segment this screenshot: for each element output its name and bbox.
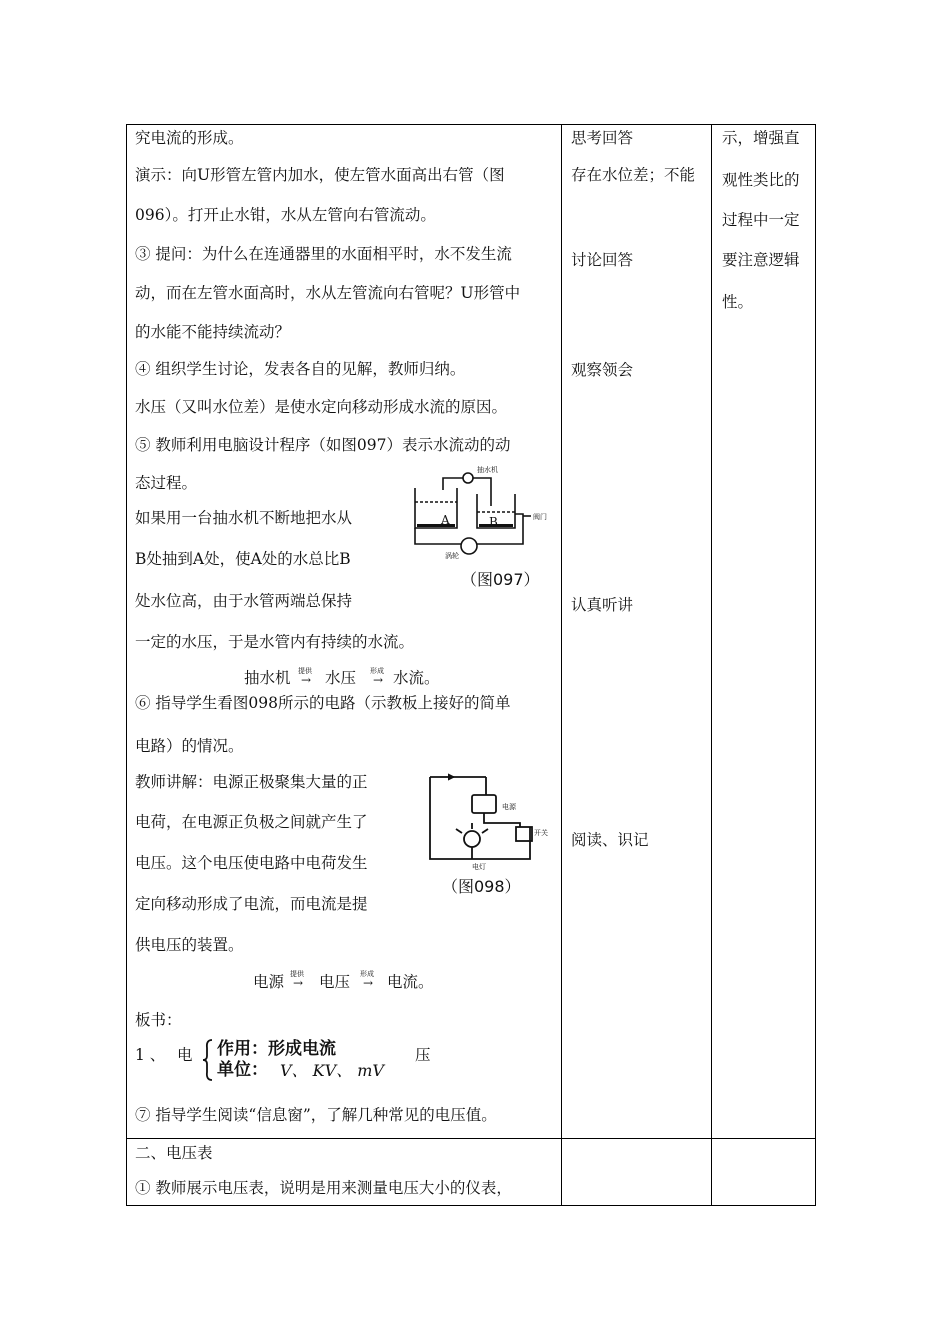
flow2-voltage: 电压 — [319, 973, 351, 991]
left-line-12: B处抽到A处，使A处的水总比B — [135, 550, 351, 568]
left-line-7: ④ 组织学生讨论，发表各自的见解，教师归纳。 — [135, 360, 466, 378]
left-line-3: 096）。打开止水钳，水从左管向右管流动。 — [135, 206, 436, 224]
mid-item-2: 存在水位差；不能 — [571, 166, 696, 184]
mid-item-4: 观察领会 — [571, 361, 634, 379]
flow1-pump: 抽水机 — [244, 669, 291, 687]
left-line-5: 动，而在左管水面高时，水从左管流向右管呢？U形管中 — [135, 284, 521, 302]
left-line-4: ③ 提问：为什么在连通器里的水面相平时，水不发生流 — [135, 245, 512, 263]
flow1-arrow2-label: 形成 — [370, 667, 384, 675]
left-line-1: 究电流的形成。 — [135, 129, 244, 147]
flow1-arrow1: → — [301, 673, 312, 687]
board-brace — [202, 1038, 214, 1082]
left-line-8: 水压（又叫水位差）是使水定向移动形成水流的原因。 — [135, 398, 508, 416]
flow2-arrow2: → — [363, 976, 374, 990]
flow2-arrow1-label: 提供 — [290, 970, 304, 978]
left-line-14: 一定的水压，于是水管内有持续的水流。 — [135, 633, 415, 651]
mid-item-5: 认真听讲 — [571, 596, 634, 614]
flow1-flow: 水流。 — [393, 669, 440, 687]
right-line-3: 过程中一定 — [722, 211, 800, 229]
fig097-label-pump: 抽水机 — [477, 466, 498, 474]
flow1-arrow1-label: 提供 — [298, 667, 312, 675]
fig097-label-wheel: 涡轮 — [445, 552, 459, 560]
table-border-left — [126, 124, 127, 1206]
table-border-top — [126, 124, 816, 125]
fig097-label-a: A — [441, 513, 450, 527]
flow1-arrow2: → — [373, 673, 384, 687]
left-line-15: ⑥ 指导学生看图098所示的电路（示教板上接好的简单 — [135, 694, 511, 712]
board-row-units: V、 KV、 mV — [280, 1061, 384, 1080]
table-border-bottom — [126, 1205, 816, 1206]
fig097-label-b: B — [489, 515, 498, 529]
left-line-16: 电路）的情况。 — [135, 737, 244, 755]
left-line-18: 电荷，在电源正负极之间就产生了 — [135, 813, 368, 831]
board-number: 1 、 — [135, 1046, 166, 1064]
fig097-label-valve: 阀门 — [533, 513, 547, 521]
mid-item-3: 讨论回答 — [571, 251, 634, 269]
left-line-9: ⑤ 教师利用电脑设计程序（如图097）表示水流动的动 — [135, 436, 511, 454]
right-line-2: 观性类比的 — [722, 171, 800, 189]
left-line-19: 电压。这个电压使电路中电荷发生 — [135, 854, 368, 872]
left-line-17: 教师讲解：电源正极聚集大量的正 — [135, 773, 368, 791]
left-line-13: 处水位高，由于水管两端总保持 — [135, 592, 353, 610]
left-line-22: ⑦ 指导学生阅读“信息窗”，了解几种常见的电压值。 — [135, 1106, 497, 1124]
left-line-20: 定向移动形成了电流，而电流是提 — [135, 895, 368, 913]
flow2-source: 电源 — [253, 973, 285, 991]
right-line-1: 示，增强直 — [722, 129, 800, 147]
mid-item-1: 思考回答 — [571, 129, 634, 147]
left-line-11: 如果用一台抽水机不断地把水从 — [135, 509, 353, 527]
fig097-caption: （图097） — [461, 570, 540, 589]
flow2-current: 电流。 — [387, 973, 434, 991]
figure-097 — [405, 466, 555, 596]
board-char-ya: 压 — [415, 1046, 431, 1064]
section2-line: ① 教师展示电压表，说明是用来测量电压大小的仪表， — [135, 1179, 512, 1197]
section2-title: 二、电压表 — [135, 1144, 213, 1162]
table-divider-2 — [711, 124, 712, 1206]
left-line-21: 供电压的装置。 — [135, 936, 244, 954]
board-char-dian: 电 — [177, 1046, 193, 1064]
left-line-10: 态过程。 — [135, 474, 198, 492]
table-border-right — [815, 124, 816, 1206]
board-row-usage: 作用：形成电流 — [217, 1039, 336, 1059]
board-label: 板书： — [135, 1011, 182, 1029]
right-line-4: 要注意逻辑 — [722, 251, 800, 269]
flow2-arrow2-label: 形成 — [360, 970, 374, 978]
left-line-2: 演示：向U形管左管内加水，使左管水面高出右管（图 — [135, 166, 505, 184]
flow2-arrow1: → — [293, 976, 304, 990]
flow1-pressure: 水压 — [325, 669, 357, 687]
right-line-5: 性。 — [722, 293, 754, 311]
mid-item-6: 阅读、识记 — [571, 831, 649, 849]
fig098-label-source: 电源 — [502, 803, 516, 811]
board-row-unit-prefix: 单位： — [217, 1060, 268, 1080]
table-divider-1 — [561, 124, 562, 1206]
fig098-caption: （图098） — [442, 877, 521, 896]
fig098-label-lamp: 电灯 — [472, 863, 486, 871]
table-row-divider — [126, 1138, 816, 1139]
figure-098 — [420, 767, 550, 902]
fig098-label-switch: 开关 — [534, 829, 548, 837]
left-line-6: 的水能不能持续流动？ — [135, 323, 291, 341]
